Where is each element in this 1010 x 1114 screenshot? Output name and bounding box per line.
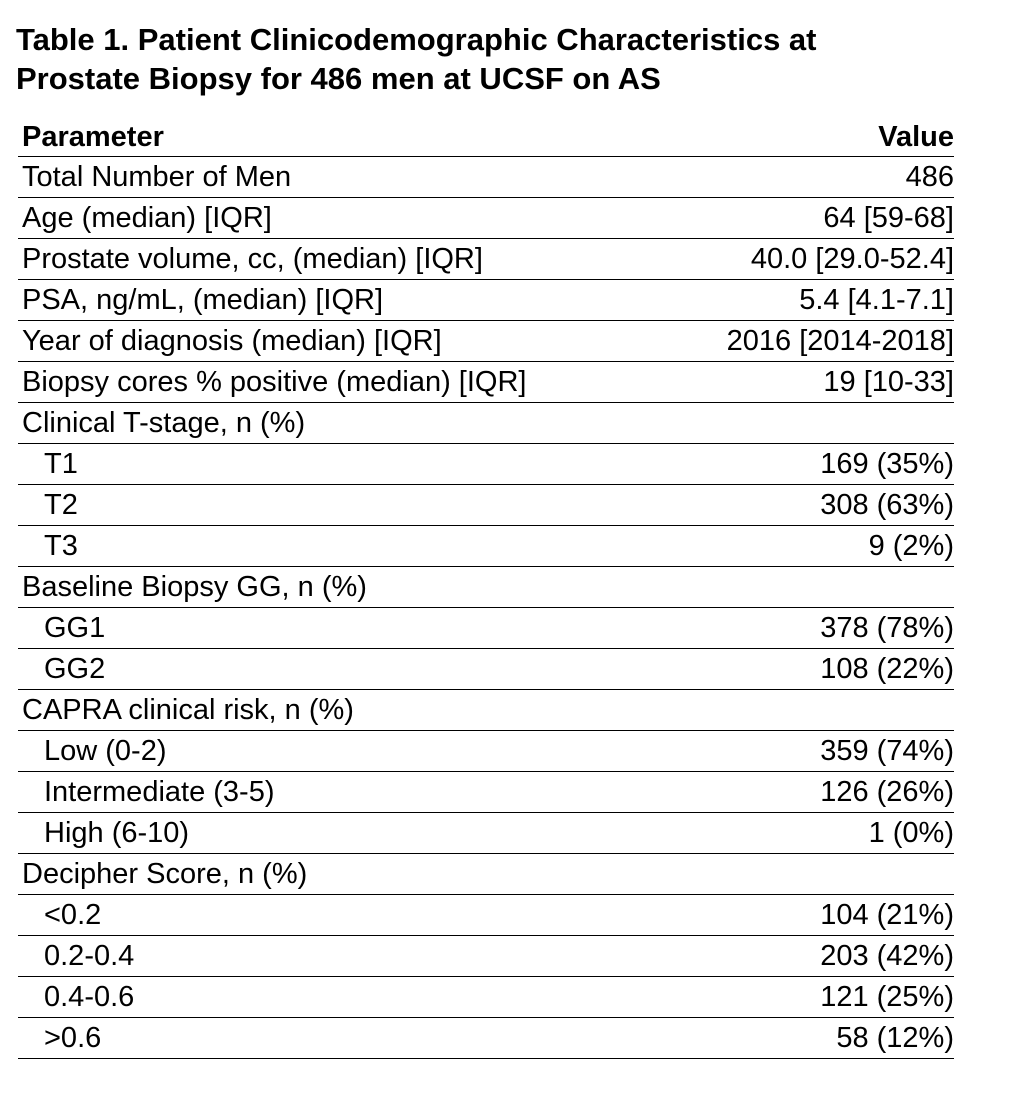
row-value: 58 (12%) (836, 1021, 954, 1054)
row-label: PSA, ng/mL, (median) [IQR] (22, 283, 384, 316)
row-label: Decipher Score, n (%) (22, 857, 308, 890)
row-label: Age (median) [IQR] (22, 201, 272, 234)
row-label: Intermediate (3-5) (44, 775, 275, 808)
table-group-row (18, 403, 954, 444)
table-body (18, 157, 954, 1059)
row-value: 169 (35%) (820, 447, 954, 480)
row-value: 203 (42%) (820, 939, 954, 972)
row-label: T2 (44, 488, 78, 521)
row-value: 308 (63%) (820, 488, 954, 521)
table-group-row (18, 854, 954, 895)
row-value: 378 (78%) (820, 611, 954, 644)
row-value: 359 (74%) (820, 734, 954, 767)
table-title-line-2: Prostate Biopsy for 486 men at UCSF on AS (16, 61, 661, 96)
row-label: Low (0-2) (44, 734, 167, 767)
row-value: 19 [10-33] (823, 365, 954, 398)
row-label: GG2 (44, 652, 106, 685)
row-label: Baseline Biopsy GG, n (%) (22, 570, 367, 603)
row-label: GG1 (44, 611, 106, 644)
row-label: T3 (44, 529, 78, 562)
row-label: 0.4-0.6 (44, 980, 135, 1013)
row-label: T1 (44, 447, 78, 480)
table-row (18, 608, 954, 649)
row-label: Total Number of Men (22, 160, 292, 193)
row-value: 1 (0%) (868, 816, 954, 849)
row-label: Biopsy cores % positive (median) [IQR] (22, 365, 527, 398)
table-row (18, 649, 954, 690)
table-row (18, 321, 954, 362)
table-row (18, 362, 954, 403)
row-label: Prostate volume, cc, (median) [IQR] (22, 242, 483, 275)
row-label: <0.2 (44, 898, 102, 931)
table-title-line-1: Table 1. Patient Clinicodemographic Characteristics at (16, 22, 817, 57)
row-label: Year of diagnosis (median) [IQR] (22, 324, 442, 357)
table-header-row (18, 118, 954, 157)
characteristics-table (18, 118, 954, 1059)
table-row (18, 1018, 954, 1059)
row-value: 126 (26%) (820, 775, 954, 808)
row-label: >0.6 (44, 1021, 102, 1054)
table-row (18, 239, 954, 280)
table-group-row (18, 690, 954, 731)
table-title (16, 20, 976, 98)
row-value: 486 (905, 160, 954, 193)
row-value: 2016 [2014-2018] (726, 324, 954, 357)
row-label: High (6-10) (44, 816, 190, 849)
table-row (18, 731, 954, 772)
table-row (18, 157, 954, 198)
table-row (18, 772, 954, 813)
table-row (18, 280, 954, 321)
table-row (18, 813, 954, 854)
table-row (18, 198, 954, 239)
row-value: 121 (25%) (820, 980, 954, 1013)
header-value: Value (878, 120, 954, 153)
row-value: 40.0 [29.0-52.4] (750, 242, 954, 275)
row-label: Clinical T-stage, n (%) (22, 406, 306, 439)
table-group-row (18, 567, 954, 608)
table-row (18, 485, 954, 526)
row-value: 104 (21%) (820, 898, 954, 931)
table-row (18, 444, 954, 485)
row-label: CAPRA clinical risk, n (%) (22, 693, 354, 726)
header-parameter: Parameter (22, 120, 164, 153)
table-row (18, 936, 954, 977)
row-label: 0.2-0.4 (44, 939, 135, 972)
table-row (18, 977, 954, 1018)
table-row (18, 895, 954, 936)
row-value: 5.4 [4.1-7.1] (799, 283, 954, 316)
row-value: 108 (22%) (820, 652, 954, 685)
table-row (18, 526, 954, 567)
row-value: 9 (2%) (868, 529, 954, 562)
row-value: 64 [59-68] (823, 201, 954, 234)
